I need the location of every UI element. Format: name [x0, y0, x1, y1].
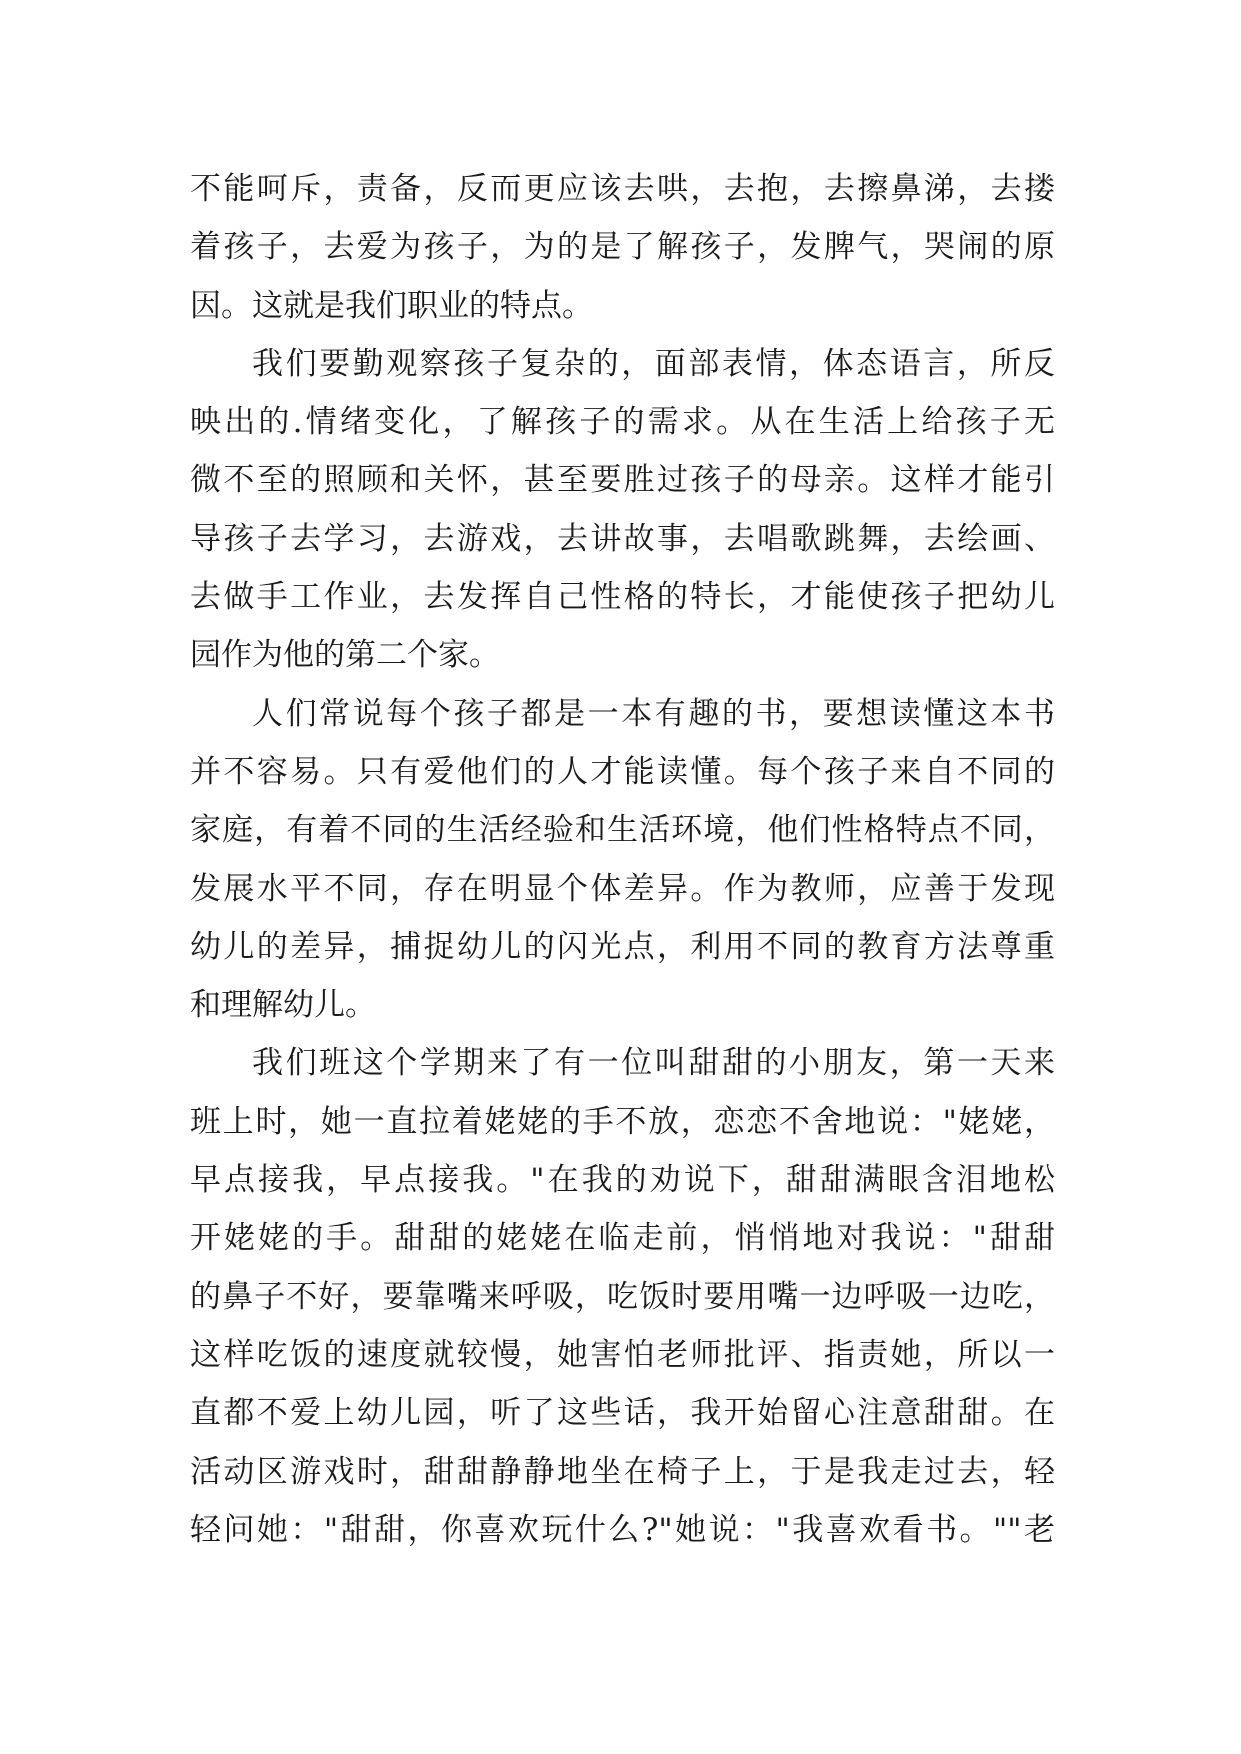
- text-line: 我们班这个学期来了有一位叫甜甜的小朋友，第一天来: [252, 1045, 1055, 1082]
- text-line: 着孩子，去爱为孩子，为的是了解孩子，发脾气，哭闹的原: [190, 229, 1055, 266]
- paragraph: [190, 1034, 1055, 1559]
- paragraph: [190, 160, 1055, 335]
- text-line: 发展水平不同，存在明显个体差异。作为教师，应善于发现: [190, 870, 1055, 907]
- text-line: 早点接我，早点接我。"在我的劝说下，甜甜满眼含泪地松: [190, 1162, 1055, 1199]
- paragraph: [190, 335, 1055, 685]
- text-line: 这样吃饭的速度就较慢，她害怕老师批评、指责她，所以一: [190, 1336, 1055, 1373]
- text-line: 的鼻子不好，要靠嘴来呼吸，吃饭时要用嘴一边呼吸一边吃，: [190, 1278, 1055, 1315]
- text-line: 并不容易。只有爱他们的人才能读懂。每个孩子来自不同的: [190, 753, 1055, 790]
- text-line: 家庭，有着不同的生活经验和生活环境，他们性格特点不同，: [190, 812, 1055, 849]
- text-line: 直都不爱上幼儿园，听了这些话，我开始留心注意甜甜。在: [190, 1395, 1055, 1432]
- text-line: 去做手工作业，去发挥自己性格的特长，才能使孩子把幼儿: [190, 579, 1055, 616]
- text-line: 班上时，她一直拉着姥姥的手不放，恋恋不舍地说："姥姥，: [190, 1103, 1055, 1140]
- paragraph: [190, 685, 1055, 1035]
- text-line: 园作为他的第二个家。: [190, 637, 500, 674]
- document-body: [190, 160, 1055, 1559]
- text-line: 微不至的照顾和关怀，甚至要胜过孩子的母亲。这样才能引: [190, 462, 1055, 499]
- text-line: 轻问她："甜甜，你喜欢玩什么?"她说："我喜欢看书。""老: [190, 1511, 1055, 1548]
- text-line: 活动区游戏时，甜甜静静地坐在椅子上，于是我走过去，轻: [190, 1453, 1055, 1490]
- text-line: 映出的.情绪变化，了解孩子的需求。从在生活上给孩子无: [190, 404, 1055, 441]
- text-line: 人们常说每个孩子都是一本有趣的书，要想读懂这本书: [252, 695, 1055, 732]
- text-line: 导孩子去学习，去游戏，去讲故事，去唱歌跳舞，去绘画、: [190, 520, 1055, 557]
- text-line: 不能呵斥，责备，反而更应该去哄，去抱，去擦鼻涕，去搂: [190, 171, 1055, 207]
- text-line: 开姥姥的手。甜甜的姥姥在临走前，悄悄地对我说："甜甜: [190, 1220, 1055, 1257]
- text-line: 和理解幼儿。: [190, 987, 376, 1024]
- text-line: 因。这就是我们职业的特点。: [190, 287, 593, 324]
- text-line: 幼儿的差异，捕捉幼儿的闪光点，利用不同的教育方法尊重: [190, 928, 1055, 965]
- text-line: 我们要勤观察孩子复杂的，面部表情，体态语言，所反: [252, 345, 1055, 382]
